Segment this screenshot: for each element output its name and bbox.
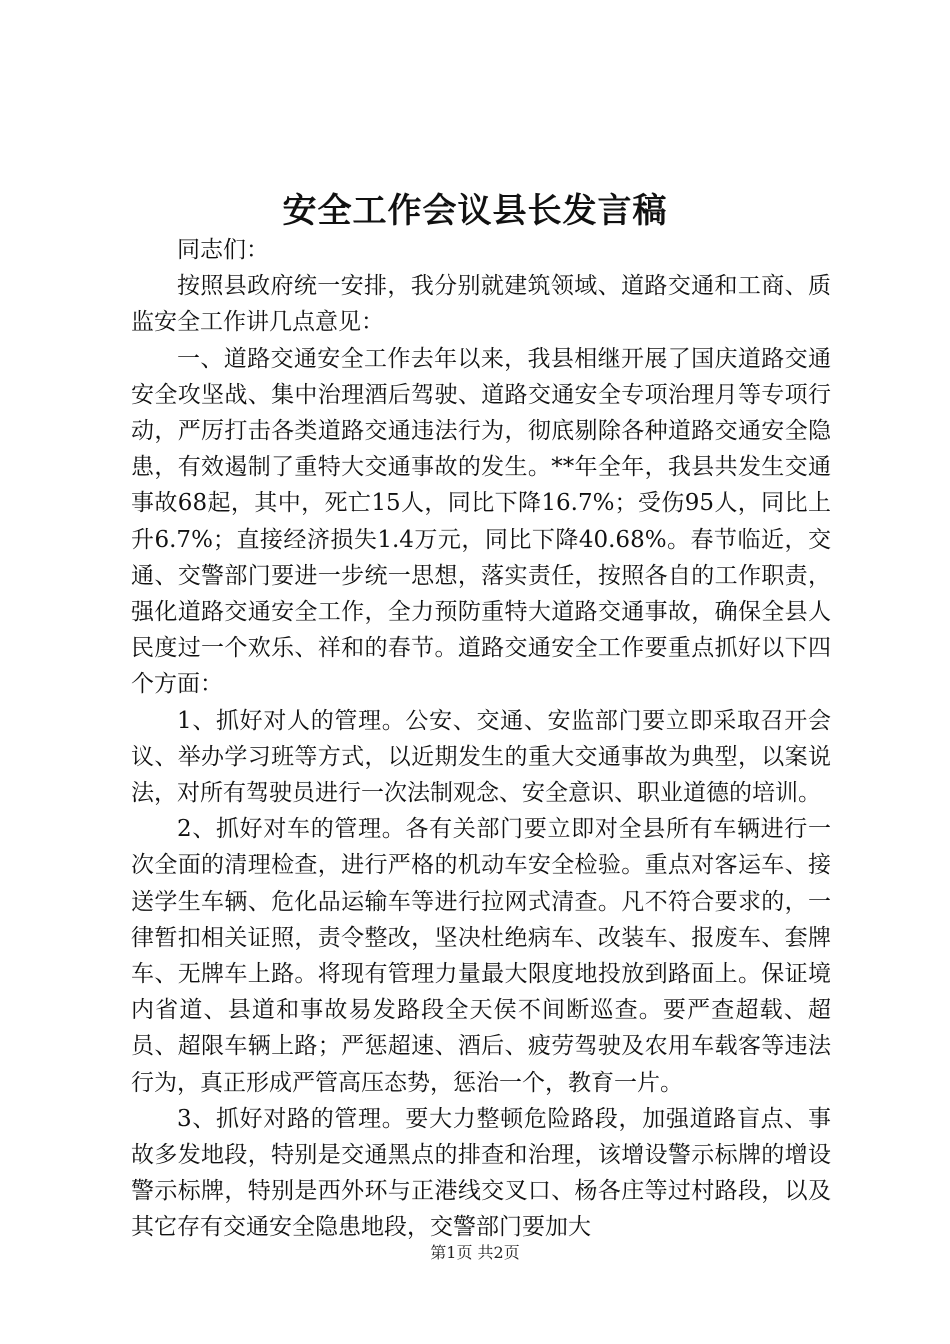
document-title: 安全工作会议县长发言稿 bbox=[282, 191, 668, 231]
paragraph-people-management: 1、抓好对人的管理。公安、交通、安监部门要立即采取召开会议、举办学习班等方式，以近期发生的重大交通事故为典型，以案说法，对所有驾驶员进行一次法制观念、安全意识、职业道德的培训。 bbox=[131, 707, 831, 807]
paragraph-road-management: 3、抓好对路的管理。要大力整顿危险路段，加强道路盲点、事故多发地段，特别是交通黑点的排查和治理，该增设警示标牌的增设警示标牌，特别是西外环与正港线交叉口、杨各庄等过村路段，以及其它存有交通安全隐患地段，交警部门要加大 bbox=[131, 1105, 831, 1241]
paragraph-road-safety: 一、道路交通安全工作去年以来，我县相继开展了国庆道路交通安全攻坚战、集中治理酒后驾驶、道路交通安全专项治理月等专项行动，严厉打击各类道路交通违法行为，彻底剔除各种道路交通安全隐患，有效遏制了重特大交通事故的发生。**年全年，我县共发生交通事故68起，其中，死亡15人，同比下降16.7%；受伤95人，同比上升6.7%；直接经济损失1.4万元，同比下降40.68%。春节临近，交通、交警部门要进一步统一思想，落实责任，按照各自的工作职责，强化道路交通安全工作，全力预防重特大道路交通事故，确保全县人民度过一个欢乐、祥和的春节。道路交通安全工作要重点抓好以下四个方面： bbox=[131, 345, 831, 698]
paragraph-vehicle-management: 2、抓好对车的管理。各有关部门要立即对全县所有车辆进行一次全面的清理检查，进行严格的机动车安全检验。重点对客运车、接送学生车辆、危化品运输车等进行拉网式清查。凡不符合要求的，一律暂扣相关证照，责令整改，坚决杜绝病车、改装车、报废车、套牌车、无牌车上路。将现有管理力量最大限度地投放到路面上。保证境内省道、县道和事故易发路段全天侯不间断巡查。要严查超载、超员、超限车辆上路；严惩超速、酒后、疲劳驾驶及农用车载客等违法行为，真正形成严管高压态势，惩治一个，教育一片。 bbox=[131, 816, 831, 1096]
paragraph-intro: 按照县政府统一安排，我分别就建筑领域、道路交通和工商、质监安全工作讲几点意见： bbox=[131, 273, 831, 336]
document-body bbox=[131, 232, 831, 1246]
paragraph-greeting: 同志们： bbox=[177, 237, 269, 263]
page-number-footer: 第1页 共2页 bbox=[430, 1243, 520, 1262]
